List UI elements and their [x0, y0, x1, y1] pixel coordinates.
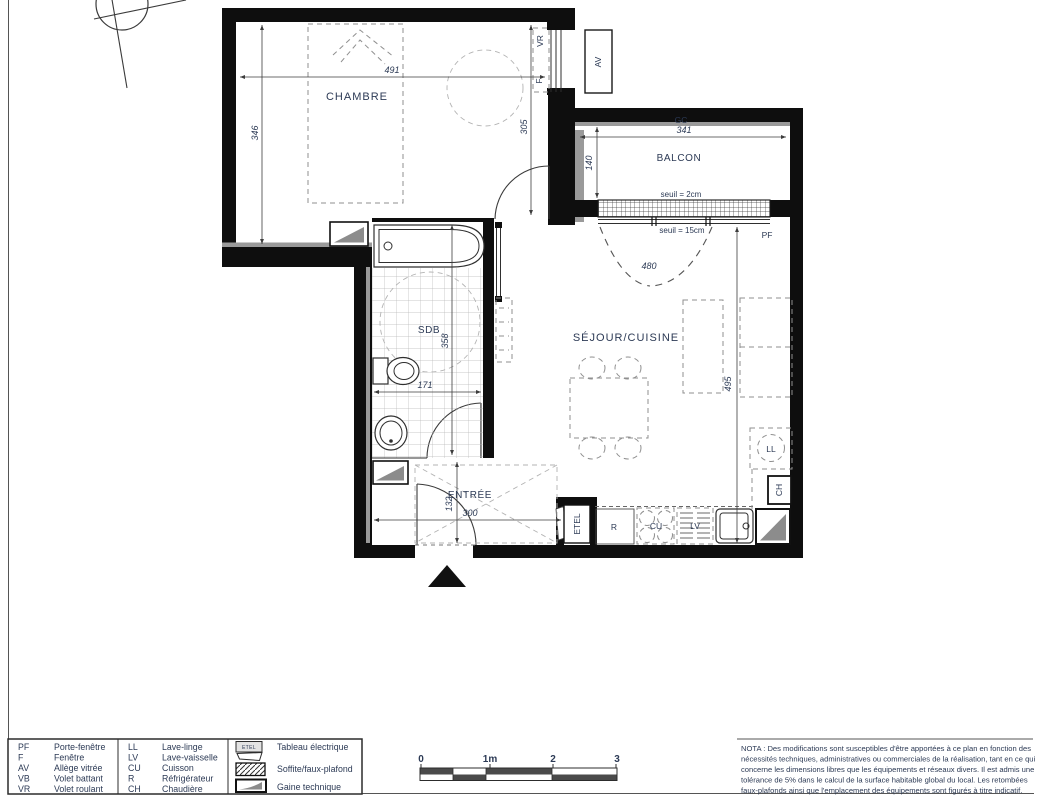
legend-label: Chaudière	[162, 784, 203, 794]
wall-window-cap-top	[547, 22, 575, 30]
dim-bay-width: 480	[641, 261, 657, 271]
tag-pf: PF	[761, 230, 773, 240]
legend-abbr: VB	[18, 773, 30, 784]
soffite-hatch-icon	[236, 763, 265, 776]
wall-sdb-east	[483, 218, 494, 458]
wall-left	[222, 8, 236, 267]
sdb-east-glazing	[495, 222, 502, 302]
tag-av: AV	[593, 56, 603, 68]
legend-abbr: LV	[128, 752, 139, 763]
scale-bar	[418, 754, 620, 781]
legend-symbol-label: Gaine technique	[277, 782, 342, 792]
chambre-dashed-circle	[447, 50, 523, 126]
radiator	[496, 298, 512, 362]
etel-icon	[236, 742, 262, 761]
windows	[495, 28, 770, 302]
wall-bottom-right	[473, 545, 803, 558]
legend-abbr: F	[18, 752, 24, 763]
legend-label: Porte-fenêtre	[54, 742, 106, 752]
dim-chambre-depth-right: 305	[519, 119, 529, 135]
toilet	[373, 358, 419, 385]
legend-abbr: VR	[18, 784, 31, 794]
legend-abbr: AV	[18, 763, 30, 773]
bay-slide-curve-right	[652, 227, 712, 286]
dim-entree-depth: 132	[444, 496, 454, 512]
legend-symbol-label: Soffite/faux-plafond	[277, 764, 353, 774]
entrance-arrow-icon	[428, 565, 466, 587]
nota-line-3: concerne les dimensions libres que les équipements et réseaux divers. Il est admis une	[741, 765, 1035, 774]
nota-block	[737, 739, 1036, 795]
room-label-sejour: SÉJOUR/CUISINE	[572, 332, 680, 344]
bed-chevron-inner	[341, 40, 385, 64]
sdb-fixtures	[372, 225, 484, 458]
bed-chevron-outer	[333, 30, 394, 57]
nota-line-1: NOTA : Des modifications sont susceptibles d'être apportées à ce plan en fonction des	[741, 744, 1032, 753]
legend-label: Lave-vaisselle	[162, 752, 218, 763]
scale-tick-1m: 1m	[482, 754, 498, 765]
wall-accent-sdb-left	[366, 267, 370, 543]
note-seuil-bay: seuil = 15cm	[659, 226, 705, 235]
legend-col3	[236, 742, 353, 793]
legend-label: Volet battant	[54, 773, 103, 784]
legend	[8, 739, 362, 794]
legend-abbr: LL	[128, 742, 138, 752]
dim-chambre-width: 491	[384, 65, 400, 75]
tag-etel: ETEL	[572, 513, 582, 535]
wall-top	[222, 8, 575, 22]
etel-frame-top	[556, 497, 597, 505]
wall-bottom-left	[354, 545, 415, 558]
walls	[222, 8, 803, 558]
dim-chambre-depth-left: 346	[250, 125, 260, 141]
compass-icon	[94, 0, 186, 88]
note-seuil-balcon: seuil = 2cm	[660, 190, 702, 199]
washbasin	[375, 416, 407, 450]
room-label-sdb: SDB	[417, 325, 441, 336]
bay-slide-curve-left	[600, 227, 650, 286]
dim-sdb-depth: 358	[440, 333, 450, 349]
tag-washer: LL	[766, 444, 776, 454]
tag-boiler: CH	[774, 483, 784, 497]
entree-ceiling	[415, 465, 557, 543]
legend-label: Allège vitrée	[54, 763, 103, 773]
nota-line-4: tolérance de 5% dans le calcul de la surface habitable global du local. Les retombées	[741, 775, 1028, 785]
kitchen-sink	[716, 509, 753, 543]
sofa	[740, 298, 792, 397]
scale-tick-3: 3	[614, 754, 620, 765]
wall-chambre-east	[548, 93, 575, 225]
tag-dishwasher: LV	[690, 521, 700, 531]
tag-gc: GC	[674, 115, 688, 125]
nota-line-2: nécessités techniques, administratives ou commerciales de la réalisation, tant en ce qui	[741, 754, 1036, 764]
tag-f: F	[534, 78, 544, 84]
legend-abbr: PF	[18, 742, 30, 752]
scale-bar-bands	[420, 764, 617, 781]
legend-label: Fenêtre	[54, 752, 85, 763]
wall-right	[790, 108, 803, 558]
gaine-entree	[373, 461, 408, 484]
tag-cooktop: CU	[649, 521, 663, 531]
gaine-icon	[236, 780, 266, 793]
legend-label: Cuisson	[162, 763, 194, 773]
bed	[308, 24, 403, 203]
room-label-chambre: CHAMBRE	[325, 91, 389, 103]
dim-entree-width: 300	[462, 508, 478, 518]
kitchen-island	[683, 300, 723, 393]
tag-fridge: R	[610, 522, 618, 532]
wall-chambre-bottom	[222, 247, 372, 267]
room-label-entree: ENTRÉE	[447, 490, 493, 501]
scale-tick-2: 2	[550, 754, 556, 765]
dim-sejour-depth: 495	[723, 376, 733, 392]
gaine-chambre-corner	[330, 222, 368, 246]
dim-balcon-width: 341	[676, 125, 692, 135]
wall-sdb-north	[372, 218, 492, 222]
legend-label: Lave-linge	[162, 742, 203, 752]
etel-icon-label: ETEL	[241, 745, 257, 751]
balcony-bay-window	[598, 200, 770, 286]
room-label-balcon: BALCON	[656, 153, 702, 164]
dim-sdb-width: 171	[417, 380, 433, 390]
legend-abbr: R	[128, 773, 135, 784]
sill-cap-left	[573, 200, 598, 217]
nota-line-5: faux-plafonds ainsi que l'emplacement des équipements sont figurés à titre indicatif.	[741, 786, 1023, 795]
bay-sill-hatch	[598, 200, 770, 217]
tag-vr: VR	[535, 35, 545, 47]
dim-balcon-depth: 140	[584, 155, 594, 171]
legend-label: Réfrigérateur	[162, 773, 214, 784]
gaine-kitchen-corner	[756, 509, 790, 544]
dining-table	[570, 357, 648, 459]
dimension-lines	[240, 25, 786, 543]
legend-label: Volet roulant	[54, 784, 103, 794]
sill-cap-right	[770, 200, 803, 217]
legend-symbol-label: Tableau électrique	[277, 742, 349, 752]
scale-tick-0: 0	[418, 754, 424, 765]
bathtub	[374, 225, 484, 267]
legend-abbr: CU	[128, 763, 141, 773]
chambre-door	[495, 166, 549, 219]
legend-abbr: CH	[128, 784, 141, 794]
